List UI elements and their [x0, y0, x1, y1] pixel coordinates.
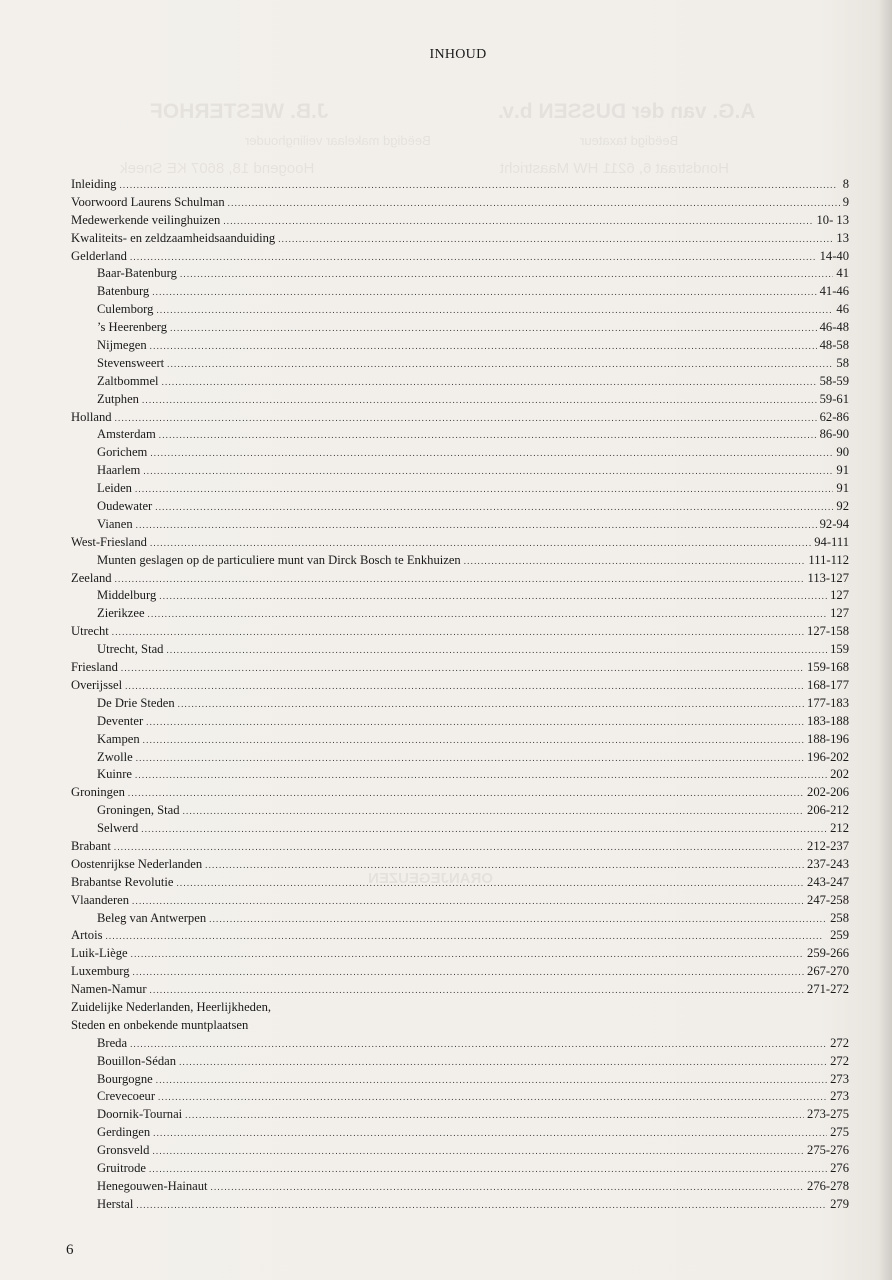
dot-leader [180, 266, 833, 284]
toc-entry [71, 784, 849, 802]
toc-entry-pages: 259 [830, 928, 849, 943]
toc-entry-label: Voorwoord Laurens Schulman [71, 194, 225, 209]
toc-entry-label: Kwaliteits- en zeldzaamheidsaanduiding [71, 230, 276, 245]
toc-entry [71, 1178, 849, 1196]
toc-entry [71, 623, 849, 641]
dot-leader [135, 481, 833, 499]
toc-entry-label: Gronsveld [97, 1143, 150, 1158]
table-of-contents [71, 176, 849, 1214]
dot-leader [115, 410, 817, 428]
toc-entry [71, 265, 849, 283]
toc-entry-label: Inleiding [71, 177, 117, 191]
toc-entry-label: Brabant [71, 838, 111, 853]
dot-leader [133, 964, 804, 982]
toc-entry [71, 820, 849, 838]
toc-entry-label: Zwolle [97, 749, 133, 764]
dot-leader [211, 1179, 805, 1197]
toc-entry-pages: 188-196 [807, 731, 849, 746]
dot-leader [156, 302, 833, 320]
toc-entry-label: Friesland [71, 660, 118, 675]
toc-entry-pages: 202 [830, 767, 849, 782]
dot-leader [132, 893, 804, 911]
dot-leader [167, 356, 833, 374]
toc-entry-pages: 237-243 [807, 856, 849, 871]
toc-entry-pages: 273 [830, 1089, 849, 1104]
toc-entry [71, 391, 849, 409]
toc-entry-pages: 273-275 [807, 1107, 849, 1122]
dot-leader [148, 606, 828, 624]
toc-entry [71, 248, 849, 266]
toc-entry [71, 1035, 849, 1053]
toc-entry-pages: 272 [830, 1053, 849, 1068]
toc-entry [71, 999, 849, 1017]
toc-entry [71, 677, 849, 695]
dot-leader [185, 1107, 804, 1125]
toc-entry [71, 910, 849, 928]
toc-entry-label: Utrecht, Stad [97, 642, 164, 657]
toc-entry-pages: 212 [830, 821, 849, 836]
toc-entry-pages: 62-86 [819, 409, 849, 424]
dot-leader [141, 821, 827, 839]
toc-entry-pages: 259-266 [807, 946, 849, 961]
toc-entry-label: Munten geslagen op de particuliere munt van Dirck Bosch te Enkhuizen [97, 552, 461, 567]
dot-leader [162, 374, 817, 392]
toc-entry-pages: 59-61 [819, 391, 849, 406]
dot-leader [136, 1197, 827, 1215]
toc-entry-pages: 113-127 [807, 570, 849, 585]
toc-entry-label: Vlaanderen [71, 892, 130, 907]
toc-entry-pages: 58 [836, 355, 849, 370]
toc-entry-label: Amsterdam [97, 427, 156, 442]
toc-entry [71, 713, 849, 731]
dot-leader [209, 911, 827, 929]
toc-entry [71, 480, 849, 498]
toc-entry [71, 856, 849, 874]
toc-entry-pages: 8 [842, 177, 849, 191]
toc-entry-pages: 276-278 [807, 1178, 849, 1193]
dot-leader [131, 946, 804, 964]
toc-entry-pages: 168-177 [807, 677, 849, 692]
toc-entry [71, 534, 849, 552]
toc-entry-label: Doornik-Tournai [97, 1107, 183, 1122]
toc-entry-label: Beleg van Antwerpen [97, 910, 207, 925]
dot-leader [128, 785, 804, 803]
dot-leader [150, 445, 833, 463]
toc-entry [71, 301, 849, 319]
toc-entry-pages: 267-270 [807, 964, 849, 979]
toc-entry-label: Groningen, Stad [97, 803, 180, 818]
dot-leader [205, 857, 804, 875]
dot-leader [150, 535, 811, 553]
toc-entry [71, 587, 849, 605]
toc-entry [71, 373, 849, 391]
toc-entry [71, 570, 849, 588]
toc-entry-label: ’s Heerenberg [97, 320, 168, 335]
toc-entry-pages: 159-168 [807, 660, 849, 675]
toc-entry [71, 498, 849, 516]
dot-leader [152, 284, 816, 302]
toc-entry [71, 337, 849, 355]
toc-entry-label: Holland [71, 409, 112, 424]
dot-leader [178, 696, 804, 714]
toc-entry-label: Gruitrode [97, 1160, 146, 1175]
dot-leader [114, 839, 804, 857]
toc-entry-pages: 41 [836, 266, 849, 281]
toc-entry [71, 194, 849, 212]
toc-entry-label: Namen-Namur [71, 982, 147, 997]
toc-entry [71, 462, 849, 480]
bleed-through-text: ORANJEGEUZEN [368, 870, 494, 887]
toc-entry-pages: 94-111 [814, 534, 849, 549]
bleed-through-text: Beëdigd makelaar veilinghouder [245, 133, 431, 148]
toc-entry-pages: 127 [830, 606, 849, 621]
toc-entry-pages: 58-59 [819, 373, 849, 388]
dot-leader [130, 1036, 827, 1054]
page-number: 6 [66, 1242, 74, 1258]
dot-leader [159, 427, 817, 445]
toc-entry [71, 1142, 849, 1160]
toc-entry-pages: 183-188 [807, 713, 849, 728]
toc-entry [71, 874, 849, 892]
dot-leader [125, 678, 804, 696]
toc-entry [71, 981, 849, 999]
toc-entry-label: Utrecht [71, 624, 109, 639]
dot-leader [223, 213, 813, 231]
toc-entry [71, 945, 849, 963]
toc-entry [71, 605, 849, 623]
toc-entry-label: Overijssel [71, 677, 123, 692]
toc-entry-pages: 41-46 [819, 284, 849, 299]
toc-entry-label: Herstal [97, 1196, 134, 1211]
dot-leader [130, 249, 817, 267]
toc-entry-pages: 177-183 [807, 695, 849, 710]
toc-entry [71, 695, 849, 713]
toc-entry [71, 1088, 849, 1106]
toc-entry-label: Gelderland [71, 248, 127, 263]
toc-entry [71, 516, 849, 534]
toc-entry-label: De Drie Steden [97, 695, 175, 710]
toc-entry-label: Stevensweert [97, 355, 165, 370]
toc-entry-pages: 111-112 [808, 552, 849, 567]
toc-entry-label: Brabantse Revolutie [71, 874, 174, 889]
toc-entry-pages: 91 [836, 463, 849, 478]
toc-entry-label: Groningen [71, 785, 125, 800]
toc-entry-label: Zutphen [97, 391, 139, 406]
dot-leader [136, 517, 817, 535]
toc-entry-label: Baar-Batenburg [97, 266, 177, 281]
toc-entry-label: Vianen [97, 516, 133, 531]
toc-entry-pages: 46-48 [819, 320, 849, 335]
toc-entry-label: Haarlem [97, 463, 141, 478]
toc-entry-pages: 91 [836, 481, 849, 496]
toc-entry [71, 319, 849, 337]
toc-entry-label: Gerdingen [97, 1125, 151, 1140]
toc-entry-label: Bouillon-Sédan [97, 1053, 177, 1068]
dot-leader [156, 1072, 827, 1090]
toc-entry-pages: 159 [830, 642, 849, 657]
toc-entry [71, 1124, 849, 1142]
toc-entry-label: Zierikzee [97, 606, 145, 621]
toc-entry-pages: 127-158 [807, 624, 849, 639]
toc-entry [71, 659, 849, 677]
dot-leader [278, 231, 833, 249]
toc-entry [71, 838, 849, 856]
toc-entry-label: Medewerkende veilinghuizen [71, 212, 221, 227]
toc-entry-label: Gorichem [97, 445, 148, 460]
toc-entry [71, 1071, 849, 1089]
toc-entry-pages: 276 [830, 1160, 849, 1175]
toc-entry-label: Bourgogne [97, 1071, 153, 1086]
toc-entry-pages: 272 [830, 1035, 849, 1050]
bleed-through-text: Hondstraat 6, 6211 HW Maastricht [500, 160, 729, 177]
toc-entry-label: Deventer [97, 713, 144, 728]
toc-entry-label: Selwerd [97, 821, 139, 836]
toc-entry [71, 552, 849, 570]
toc-entry [71, 892, 849, 910]
dot-leader [115, 571, 805, 589]
toc-entry-pages: 86-90 [819, 427, 849, 442]
toc-entry-pages: 92-94 [819, 516, 849, 531]
toc-entry-label: Middelburg [97, 588, 157, 603]
toc-entry-pages: 271-272 [807, 982, 849, 997]
toc-entry-pages: 273 [830, 1071, 849, 1086]
dot-leader [150, 982, 804, 1000]
dot-leader [228, 195, 840, 213]
toc-entry [71, 176, 849, 194]
toc-entry-label: Artois [71, 928, 103, 943]
toc-entry [71, 731, 849, 749]
toc-entry-label: Zaltbommel [97, 373, 159, 388]
toc-entry [71, 927, 849, 945]
toc-entry-label: Oudewater [97, 499, 153, 514]
toc-entry-pages: 14-40 [819, 248, 849, 263]
dot-leader [166, 642, 827, 660]
dot-leader [119, 177, 839, 195]
toc-entry-label: Kuinre [97, 767, 132, 782]
toc-entry-pages: 247-258 [807, 892, 849, 907]
toc-entry-label: Henegouwen-Hainaut [97, 1178, 208, 1193]
page-edge-shadow [878, 0, 892, 1280]
dot-leader [153, 1125, 827, 1143]
toc-entry-pages: 275-276 [807, 1143, 849, 1158]
toc-entry-pages: 10- 13 [816, 212, 849, 227]
toc-entry-pages: 279 [830, 1196, 849, 1211]
toc-entry-pages: 196-202 [807, 749, 849, 764]
toc-entry-pages: 9 [842, 194, 849, 209]
toc-entry-label: West-Friesland [71, 534, 147, 549]
toc-entry-label: Steden en onbekende muntplaatsen [71, 1017, 249, 1032]
toc-entry [71, 230, 849, 248]
toc-entry [71, 1196, 849, 1214]
bleed-through-text: J.B. WESTERHOF [150, 100, 329, 123]
toc-entry-label: Batenburg [97, 284, 150, 299]
toc-entry-label: Luik-Liège [71, 946, 128, 961]
dot-leader [142, 392, 817, 410]
toc-entry-label: Culemborg [97, 302, 154, 317]
toc-entry-label: Oostenrijkse Nederlanden [71, 856, 203, 871]
dot-leader [143, 463, 833, 481]
bleed-through-text: Hoogend 18, 8607 KE Sneek [120, 160, 315, 177]
toc-entry-label: Luxemburg [71, 964, 130, 979]
toc-entry-pages: 212-237 [807, 838, 849, 853]
dot-leader [105, 928, 827, 946]
toc-entry-pages: 275 [830, 1125, 849, 1140]
toc-entry-pages: 48-58 [819, 338, 849, 353]
dot-leader [179, 1054, 827, 1072]
toc-entry [71, 283, 849, 301]
bleed-through-text: Beëdigd taxateur [580, 133, 679, 148]
dot-leader [183, 803, 804, 821]
dot-leader [158, 1089, 827, 1107]
dot-leader [176, 875, 804, 893]
toc-entry [71, 802, 849, 820]
dot-leader [152, 1143, 804, 1161]
dot-leader [155, 499, 833, 517]
toc-entry-label: Leiden [97, 481, 132, 496]
toc-entry-label: Kampen [97, 731, 140, 746]
toc-entry-label: Breda [97, 1035, 128, 1050]
toc-entry [71, 355, 849, 373]
toc-entry [71, 212, 849, 230]
toc-entry-pages: 206-212 [807, 803, 849, 818]
dot-leader [136, 750, 804, 768]
toc-entry-pages: 13 [836, 230, 849, 245]
toc-entry [71, 1160, 849, 1178]
dot-leader [149, 1161, 827, 1179]
dot-leader [143, 732, 804, 750]
toc-entry-pages: 127 [830, 588, 849, 603]
page-title: INHOUD [429, 47, 487, 62]
dot-leader [159, 588, 827, 606]
toc-entry [71, 426, 849, 444]
toc-entry-label: Nijmegen [97, 338, 147, 353]
toc-entry [71, 749, 849, 767]
toc-entry [71, 766, 849, 784]
dot-leader [121, 660, 804, 678]
toc-entry [71, 1106, 849, 1124]
dot-leader [464, 553, 806, 571]
bleed-through-text: A.G. van der DUSSEN b.v. [498, 100, 756, 123]
dot-leader [170, 320, 817, 338]
toc-entry [71, 963, 849, 981]
toc-entry-label: Zeeland [71, 570, 112, 585]
dot-leader [112, 624, 804, 642]
dot-leader [135, 767, 827, 785]
toc-entry-pages: 202-206 [807, 785, 849, 800]
toc-entry-pages: 46 [836, 302, 849, 317]
toc-entry-pages: 92 [836, 499, 849, 514]
toc-entry-pages: 243-247 [807, 874, 849, 889]
toc-entry [71, 1017, 849, 1035]
toc-entry-label: Crevecoeur [97, 1089, 156, 1104]
toc-entry-pages: 258 [830, 910, 849, 925]
toc-entry-label: Zuidelijke Nederlanden, Heerlijkheden, [71, 999, 272, 1014]
toc-entry [71, 444, 849, 462]
toc-entry [71, 641, 849, 659]
toc-entry [71, 1053, 849, 1071]
dot-leader [150, 338, 817, 356]
toc-entry-pages: 90 [836, 445, 849, 460]
dot-leader [146, 714, 804, 732]
toc-entry [71, 409, 849, 427]
